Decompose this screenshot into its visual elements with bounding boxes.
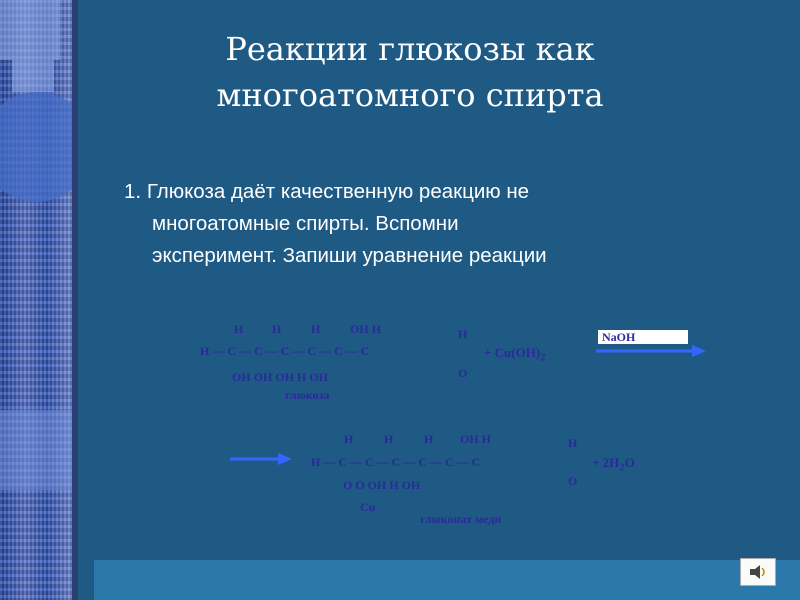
r2-top-h-3: H bbox=[424, 432, 434, 446]
r1-bottom-groups: OH OH OH H OH bbox=[232, 370, 329, 384]
numbered-point bbox=[124, 176, 764, 272]
footer-strip bbox=[94, 560, 800, 600]
point-line-2: многоатомные спирты. Вспомни bbox=[152, 212, 459, 235]
deco-square bbox=[12, 60, 54, 92]
r1-reagent-copper-hydroxide: + $Cu(OH)_2$ bbox=[484, 345, 546, 364]
r1-top-h-2: H bbox=[272, 322, 282, 336]
r2-name-label: глюконат меди bbox=[420, 512, 502, 526]
deco-square bbox=[0, 0, 60, 60]
r2-copper-atom: Cu bbox=[360, 500, 376, 514]
r1-top-oh-h: OH H bbox=[350, 322, 382, 336]
r2-bottom-groups: O O OH H OH bbox=[343, 478, 421, 492]
title-line-1: Реакции глюкозы как bbox=[225, 30, 595, 68]
band-edge bbox=[72, 0, 78, 600]
r1-aldehyde-o: O bbox=[458, 366, 468, 380]
r1-aldehyde-h: H bbox=[458, 327, 468, 341]
sound-button[interactable] bbox=[740, 558, 776, 586]
r2-top-oh-h: OH H bbox=[460, 432, 492, 446]
page-title bbox=[150, 26, 670, 118]
r1-name-label: глюкоза bbox=[285, 388, 330, 402]
r1-catalyst-label: NaOH bbox=[602, 330, 636, 344]
title-line-2: многоатомного спирта bbox=[216, 76, 604, 114]
r1-top-h-3: H bbox=[311, 322, 321, 336]
r1-forward-arrow bbox=[596, 344, 706, 358]
left-decorative-band bbox=[0, 0, 72, 600]
speaker-icon bbox=[747, 563, 769, 581]
r2-top-h-1: H bbox=[344, 432, 354, 446]
r2-lead-arrow bbox=[230, 452, 292, 466]
r1-top-h-1: H bbox=[234, 322, 244, 336]
point-line-1: Глюкоза даёт качественную реакцию не bbox=[146, 180, 530, 203]
r2-aldehyde-o: O bbox=[568, 474, 578, 488]
point-line-3: эксперимент. Запиши уравнение реакции bbox=[152, 244, 547, 267]
point-number: 1. bbox=[124, 180, 142, 203]
r2-water-product: + $2H_2O$ bbox=[592, 455, 635, 474]
deco-square bbox=[0, 410, 72, 490]
r2-aldehyde-h: H bbox=[568, 436, 578, 450]
r2-top-h-2: H bbox=[384, 432, 394, 446]
r1-carbon-chain: H — C — C — C — C — C — C bbox=[200, 344, 370, 358]
r2-carbon-chain: H — C — C — C — C — C — C bbox=[311, 455, 481, 469]
deco-circle bbox=[0, 92, 72, 202]
